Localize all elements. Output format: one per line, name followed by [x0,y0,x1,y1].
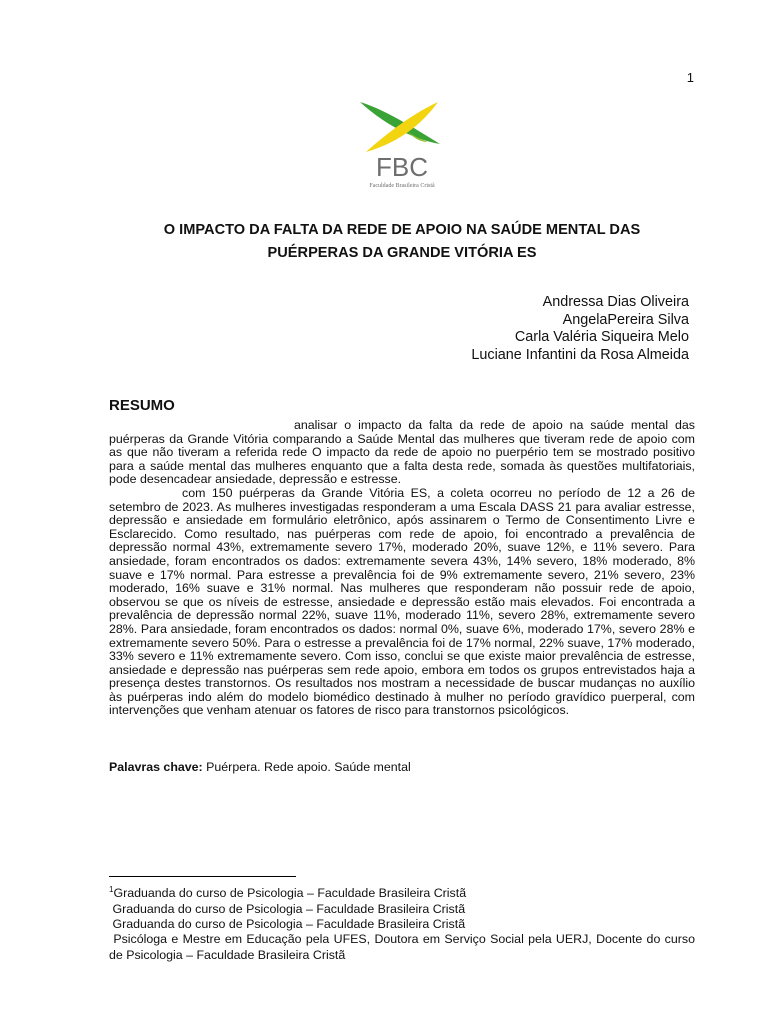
footnote-divider [109,876,296,877]
title-line-1: O IMPACTO DA FALTA DA REDE DE APOIO NA SAÚDE MENTAL DAS [163,222,641,238]
author-2: AngelaPereira Silva [562,311,689,328]
fbc-logo [356,100,448,192]
footnotes [109,882,695,963]
footnote-1: $^1$Graduanda do curso de Psicologia – Faculdade Brasileira Cristã [109,885,467,901]
logo-acronym: FBC [376,152,428,182]
footnote-2: Graduanda do curso de Psicologia – Faculdade Brasileira Cristã [112,901,466,916]
footnote-3: Graduanda do curso de Psicologia – Faculdade Brasileira Cristã [112,916,466,931]
author-list [380,294,689,364]
resumo-heading: RESUMO [109,397,175,414]
page-number: 1 [686,70,694,85]
keywords [109,760,411,774]
author-4: Luciane Infantini da Rosa Almeida [471,346,689,363]
logo-subtitle: Faculdade Brasileira Cristã [369,183,435,189]
footnote-4: Psicóloga e Mestre em Educação pela UFES, Doutora em Serviço Social pela UERJ, Docente do curso de Psicologia – Faculdade Brasileira Cristã [109,932,695,962]
keywords-label: Palavras chave: [109,760,203,774]
document-title [109,219,695,265]
keywords-value: Puérpera. Rede apoio. Saúde mental [206,760,411,774]
title-line-2: PUÉRPERAS DA GRANDE VITÓRIA ES [267,245,537,261]
author-1: Andressa Dias Oliveira [542,294,689,310]
abstract [109,419,695,718]
abstract-paragraph-1: analisar o impacto da falta da rede de apoio na saúde mental das puérperas da Grande Vitória comparando a Saúde Mental das mulheres que tiveram rede de apoio com as que não tiveram a referida rede O impacto da rede de apoio no puerpério tem se mostrado positivo para a saúde mental das mulheres enquanto que a falta desta rede, somada às questões multifatoriais, pode desencadear ansiedade, depressão e estresse. [109,418,695,487]
abstract-paragraph-2: com 150 puérperas da Grande Vitória ES, a coleta ocorreu no período de 12 a 26 de setembro de 2023. As mulheres investigadas responderam a uma Escala DASS 21 para avaliar estresse, depressão e ansiedade em formulário eletrônico, após assinarem o Termo de Consentimento Livre e Esclarecido. Como resultado, nas puérperas com rede de apoio, foi encontrado a prevalência de depressão normal 43%, extremamente severo 17%, moderado 20%, suave 12%, e 11% severo. Para ansiedade, foram encontrados os dados: extremamente severa 43%, 14% severo, 18% moderado, 8% suave e 17% normal. Para estresse a prevalência foi de 9% extremamente severo, 21% severo, 23% moderado, 16% suave e 31% normal. Nas mulheres que responderam não possuir rede de apoio, observou se que os níveis de estresse, ansiedade e depressão estão mais elevados. Foi encontrada a prevalência de depressão normal 22%, suave 11%, moderado 11%, severo 28%, extremamente severo 28%. Para ansiedade, foram encontrados os dados: normal 0%, suave 6%, moderado 17%, severo 28% e extremamente severo 50%. Para o estresse a prevalência foi de 17% normal, 22% suave, 17% moderado, 33% severo e 11% extremamente severo. Com isso, conclui se que existe maior prevalência de estresse, ansiedade e depressão nas puérperas sem rede apoio, embora em todos os grupos entrevistados haja a presença destes transtornos. Os resultados nos mostram a necessidade de buscar mudanças no auxílio às puérperas indo além do modelo biomédico destinado à mulher no período gravídico puerperal, com intervenções que venham atenuar os fatores de risco para transtornos psicológicos. [109,485,695,718]
author-3: Carla Valéria Siqueira Melo [514,329,689,345]
